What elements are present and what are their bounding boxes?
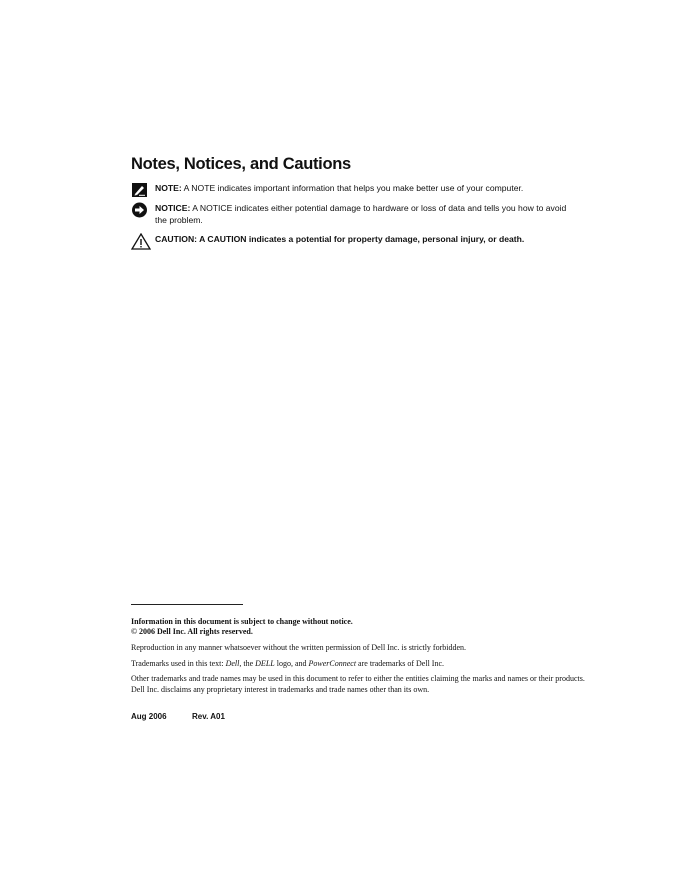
trademarks-suffix: are trademarks of Dell Inc. (356, 659, 445, 668)
trademark-powerconnect: PowerConnect (308, 659, 357, 668)
publication-date: Aug 2006 (131, 712, 167, 721)
trademarks-sep-2: logo, and (274, 659, 309, 668)
trademark-dell-logo: DELL (255, 659, 275, 668)
notice-block (131, 202, 571, 226)
page-title: Notes, Notices, and Cautions (131, 155, 351, 173)
info-change-notice: Information in this document is subject to change without notice. (131, 617, 353, 626)
arrow-circle-icon (131, 202, 149, 220)
reproduction-statement: Reproduction in any manner whatsoever without the written permission of Dell Inc. is strictly forbidden. (131, 643, 467, 652)
warning-triangle-icon (131, 233, 149, 251)
caution-text: A CAUTION indicates a potential for property damage, personal injury, or death. (199, 234, 525, 244)
note-label: NOTE: (155, 183, 182, 193)
copyright-line: © 2006 Dell Inc. All rights reserved. (131, 627, 253, 636)
notice-text: A NOTICE indicates either potential damage to hardware or loss of data and tells you how to avoid the problem. (155, 203, 567, 225)
trademarks-sep-1: , the (239, 659, 256, 668)
trademarks-statement (131, 659, 591, 670)
trademarks-prefix: Trademarks used in this text: (131, 659, 226, 668)
note-text: A NOTE indicates important information that helps you make better use of your computer. (183, 183, 524, 193)
note-block (131, 182, 571, 194)
other-trademarks-statement: Other trademarks and trade names may be used in this document to refer to either the entities claiming the marks and names or their products. Dell Inc. disclaims any proprietary interest in trademarks and trade names other than its own. (131, 674, 585, 694)
notice-label: NOTICE: (155, 203, 191, 213)
revision-number: Rev. A01 (192, 712, 225, 721)
pencil-note-icon (131, 182, 149, 200)
trademark-dell: Dell (225, 659, 240, 668)
caution-label: CAUTION: (155, 234, 198, 244)
footnote-divider (131, 604, 243, 605)
caution-block (131, 233, 571, 245)
